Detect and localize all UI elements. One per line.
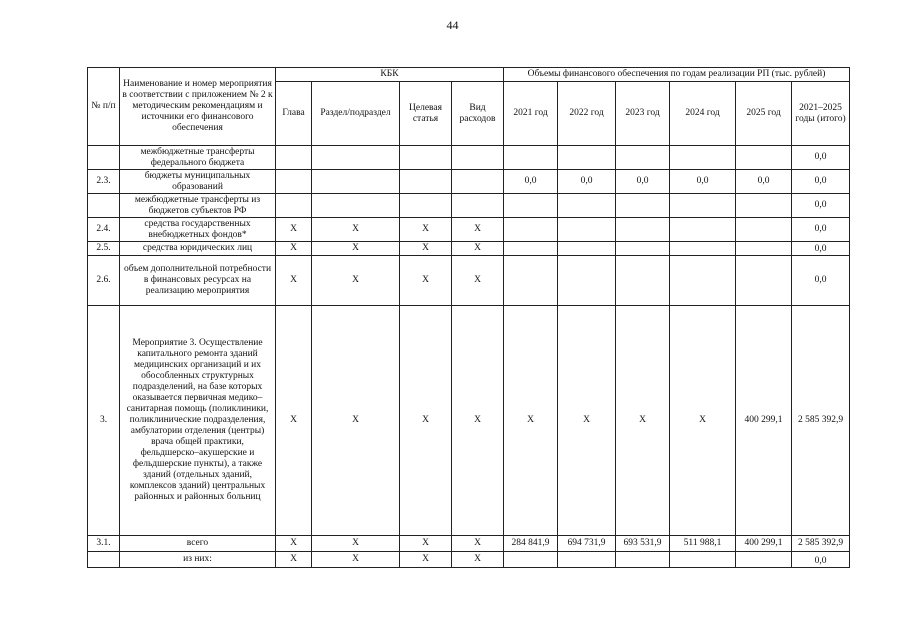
cell-vid	[452, 146, 504, 170]
cell-target: Х	[400, 306, 452, 536]
cell-y2024	[670, 552, 736, 568]
cell-y2024	[670, 194, 736, 218]
cell-y2023: Х	[616, 306, 670, 536]
cell-total: 0,0	[792, 170, 850, 194]
cell-name: бюджеты муниципальных образований	[120, 170, 276, 194]
cell-num	[88, 552, 120, 568]
table-row	[88, 552, 850, 568]
cell-num: 3.	[88, 306, 120, 536]
cell-name: средства государственных внебюджетных фондов*	[120, 218, 276, 242]
cell-target: Х	[400, 218, 452, 242]
cell-total: 0,0	[792, 194, 850, 218]
cell-vid: Х	[452, 256, 504, 306]
table-header	[88, 68, 850, 146]
cell-y2025: 400 299,1	[736, 306, 792, 536]
table-row	[88, 194, 850, 218]
cell-glava: Х	[276, 536, 312, 552]
cell-razdel: Х	[312, 536, 400, 552]
cell-razdel: Х	[312, 242, 400, 256]
table-body	[88, 146, 850, 568]
cell-total: 0,0	[792, 242, 850, 256]
cell-name: Мероприятие 3. Осуществление капитального ремонта зданий медицинских организаций и их обособленных структурных подразделений, на базе которых оказывается первичная медико–санитарная помощь (поликлиники, поликлинические подразделения, амбулатории отделения (центры) врача общей практики, фельдшерско–акушерские и фельдшерские пункты), а также зданий (отдельных зданий, комплексов зданий) центральных районных и районных больниц	[120, 306, 276, 536]
cell-y2021	[504, 256, 558, 306]
cell-y2024	[670, 256, 736, 306]
cell-y2024	[670, 242, 736, 256]
table-row	[88, 536, 850, 552]
cell-y2023	[616, 146, 670, 170]
cell-glava	[276, 194, 312, 218]
header-target: Целевая статья	[400, 82, 452, 146]
financing-table	[87, 67, 850, 568]
header-y2021: 2021 год	[504, 82, 558, 146]
cell-glava	[276, 170, 312, 194]
cell-y2021	[504, 552, 558, 568]
cell-y2022	[558, 146, 616, 170]
cell-total: 0,0	[792, 256, 850, 306]
cell-y2021: 284 841,9	[504, 536, 558, 552]
cell-target: Х	[400, 552, 452, 568]
cell-num: 3.1.	[88, 536, 120, 552]
cell-y2025: 400 299,1	[736, 536, 792, 552]
header-name: Наименование и номер мероприятия в соответствии с приложением № 2 к методическим рекомендациям и источники его финансового обеспечения	[120, 68, 276, 146]
cell-num: 2.6.	[88, 256, 120, 306]
cell-glava: Х	[276, 552, 312, 568]
cell-name: всего	[120, 536, 276, 552]
cell-target: Х	[400, 242, 452, 256]
cell-y2022: 0,0	[558, 170, 616, 194]
cell-y2023	[616, 552, 670, 568]
cell-vid: Х	[452, 552, 504, 568]
page-number: 44	[446, 18, 459, 32]
cell-target	[400, 194, 452, 218]
header-kbk: КБК	[276, 68, 504, 82]
cell-razdel	[312, 146, 400, 170]
cell-y2024: 511 988,1	[670, 536, 736, 552]
cell-name: межбюджетные трансферты федерального бюджета	[120, 146, 276, 170]
cell-total: 0,0	[792, 552, 850, 568]
cell-num: 2.4.	[88, 218, 120, 242]
cell-y2024	[670, 218, 736, 242]
header-total: 2021–2025 годы (итого)	[792, 82, 850, 146]
cell-target	[400, 146, 452, 170]
cell-num	[88, 194, 120, 218]
cell-target: Х	[400, 536, 452, 552]
cell-y2025	[736, 146, 792, 170]
cell-vid: Х	[452, 242, 504, 256]
cell-y2021	[504, 242, 558, 256]
cell-y2021: 0,0	[504, 170, 558, 194]
cell-y2025	[736, 242, 792, 256]
cell-total: 2 585 392,9	[792, 306, 850, 536]
header-razdel: Раздел/подраздел	[312, 82, 400, 146]
cell-glava: Х	[276, 256, 312, 306]
table-row	[88, 218, 850, 242]
header-y2025: 2025 год	[736, 82, 792, 146]
cell-total: 2 585 392,9	[792, 536, 850, 552]
cell-vid: Х	[452, 218, 504, 242]
table-row	[88, 306, 850, 536]
cell-glava	[276, 146, 312, 170]
cell-y2023	[616, 242, 670, 256]
cell-razdel	[312, 170, 400, 194]
header-volumes: Объемы финансового обеспечения по годам реализации РП (тыс. рублей)	[504, 68, 850, 82]
header-num: № п/п	[88, 68, 120, 146]
cell-y2023	[616, 218, 670, 242]
cell-y2025	[736, 256, 792, 306]
cell-target: Х	[400, 256, 452, 306]
cell-razdel: Х	[312, 218, 400, 242]
cell-y2021: Х	[504, 306, 558, 536]
cell-y2025	[736, 552, 792, 568]
cell-target	[400, 170, 452, 194]
table-row	[88, 170, 850, 194]
cell-y2021	[504, 146, 558, 170]
cell-razdel: Х	[312, 552, 400, 568]
header-vid: Вид расходов	[452, 82, 504, 146]
cell-vid	[452, 170, 504, 194]
cell-glava: Х	[276, 306, 312, 536]
cell-total: 0,0	[792, 218, 850, 242]
cell-num: 2.3.	[88, 170, 120, 194]
header-y2022: 2022 год	[558, 82, 616, 146]
cell-num	[88, 146, 120, 170]
cell-razdel: Х	[312, 306, 400, 536]
cell-y2022	[558, 552, 616, 568]
cell-vid	[452, 194, 504, 218]
cell-y2025: 0,0	[736, 170, 792, 194]
cell-num: 2.5.	[88, 242, 120, 256]
cell-name: межбюджетные трансферты из бюджетов субъектов РФ	[120, 194, 276, 218]
cell-name: средства юридических лиц	[120, 242, 276, 256]
cell-y2025	[736, 194, 792, 218]
cell-y2024: Х	[670, 306, 736, 536]
table-row	[88, 146, 850, 170]
header-y2023: 2023 год	[616, 82, 670, 146]
cell-name: объем дополнительной потребности в финансовых ресурсах на реализацию мероприятия	[120, 256, 276, 306]
cell-vid: Х	[452, 306, 504, 536]
cell-y2023: 0,0	[616, 170, 670, 194]
cell-vid: Х	[452, 536, 504, 552]
cell-total: 0,0	[792, 146, 850, 170]
cell-razdel: Х	[312, 256, 400, 306]
cell-y2022: Х	[558, 306, 616, 536]
table-row	[88, 242, 850, 256]
cell-y2022: 694 731,9	[558, 536, 616, 552]
cell-y2021	[504, 194, 558, 218]
cell-y2022	[558, 242, 616, 256]
cell-y2023: 693 531,9	[616, 536, 670, 552]
cell-y2023	[616, 256, 670, 306]
header-glava: Глава	[276, 82, 312, 146]
table-row	[88, 256, 850, 306]
cell-y2022	[558, 256, 616, 306]
cell-y2024: 0,0	[670, 170, 736, 194]
cell-y2023	[616, 194, 670, 218]
cell-y2022	[558, 218, 616, 242]
cell-y2025	[736, 218, 792, 242]
cell-y2021	[504, 218, 558, 242]
cell-razdel	[312, 194, 400, 218]
cell-glava: Х	[276, 242, 312, 256]
cell-y2024	[670, 146, 736, 170]
header-y2024: 2024 год	[670, 82, 736, 146]
cell-glava: Х	[276, 218, 312, 242]
cell-y2022	[558, 194, 616, 218]
cell-name: из них:	[120, 552, 276, 568]
